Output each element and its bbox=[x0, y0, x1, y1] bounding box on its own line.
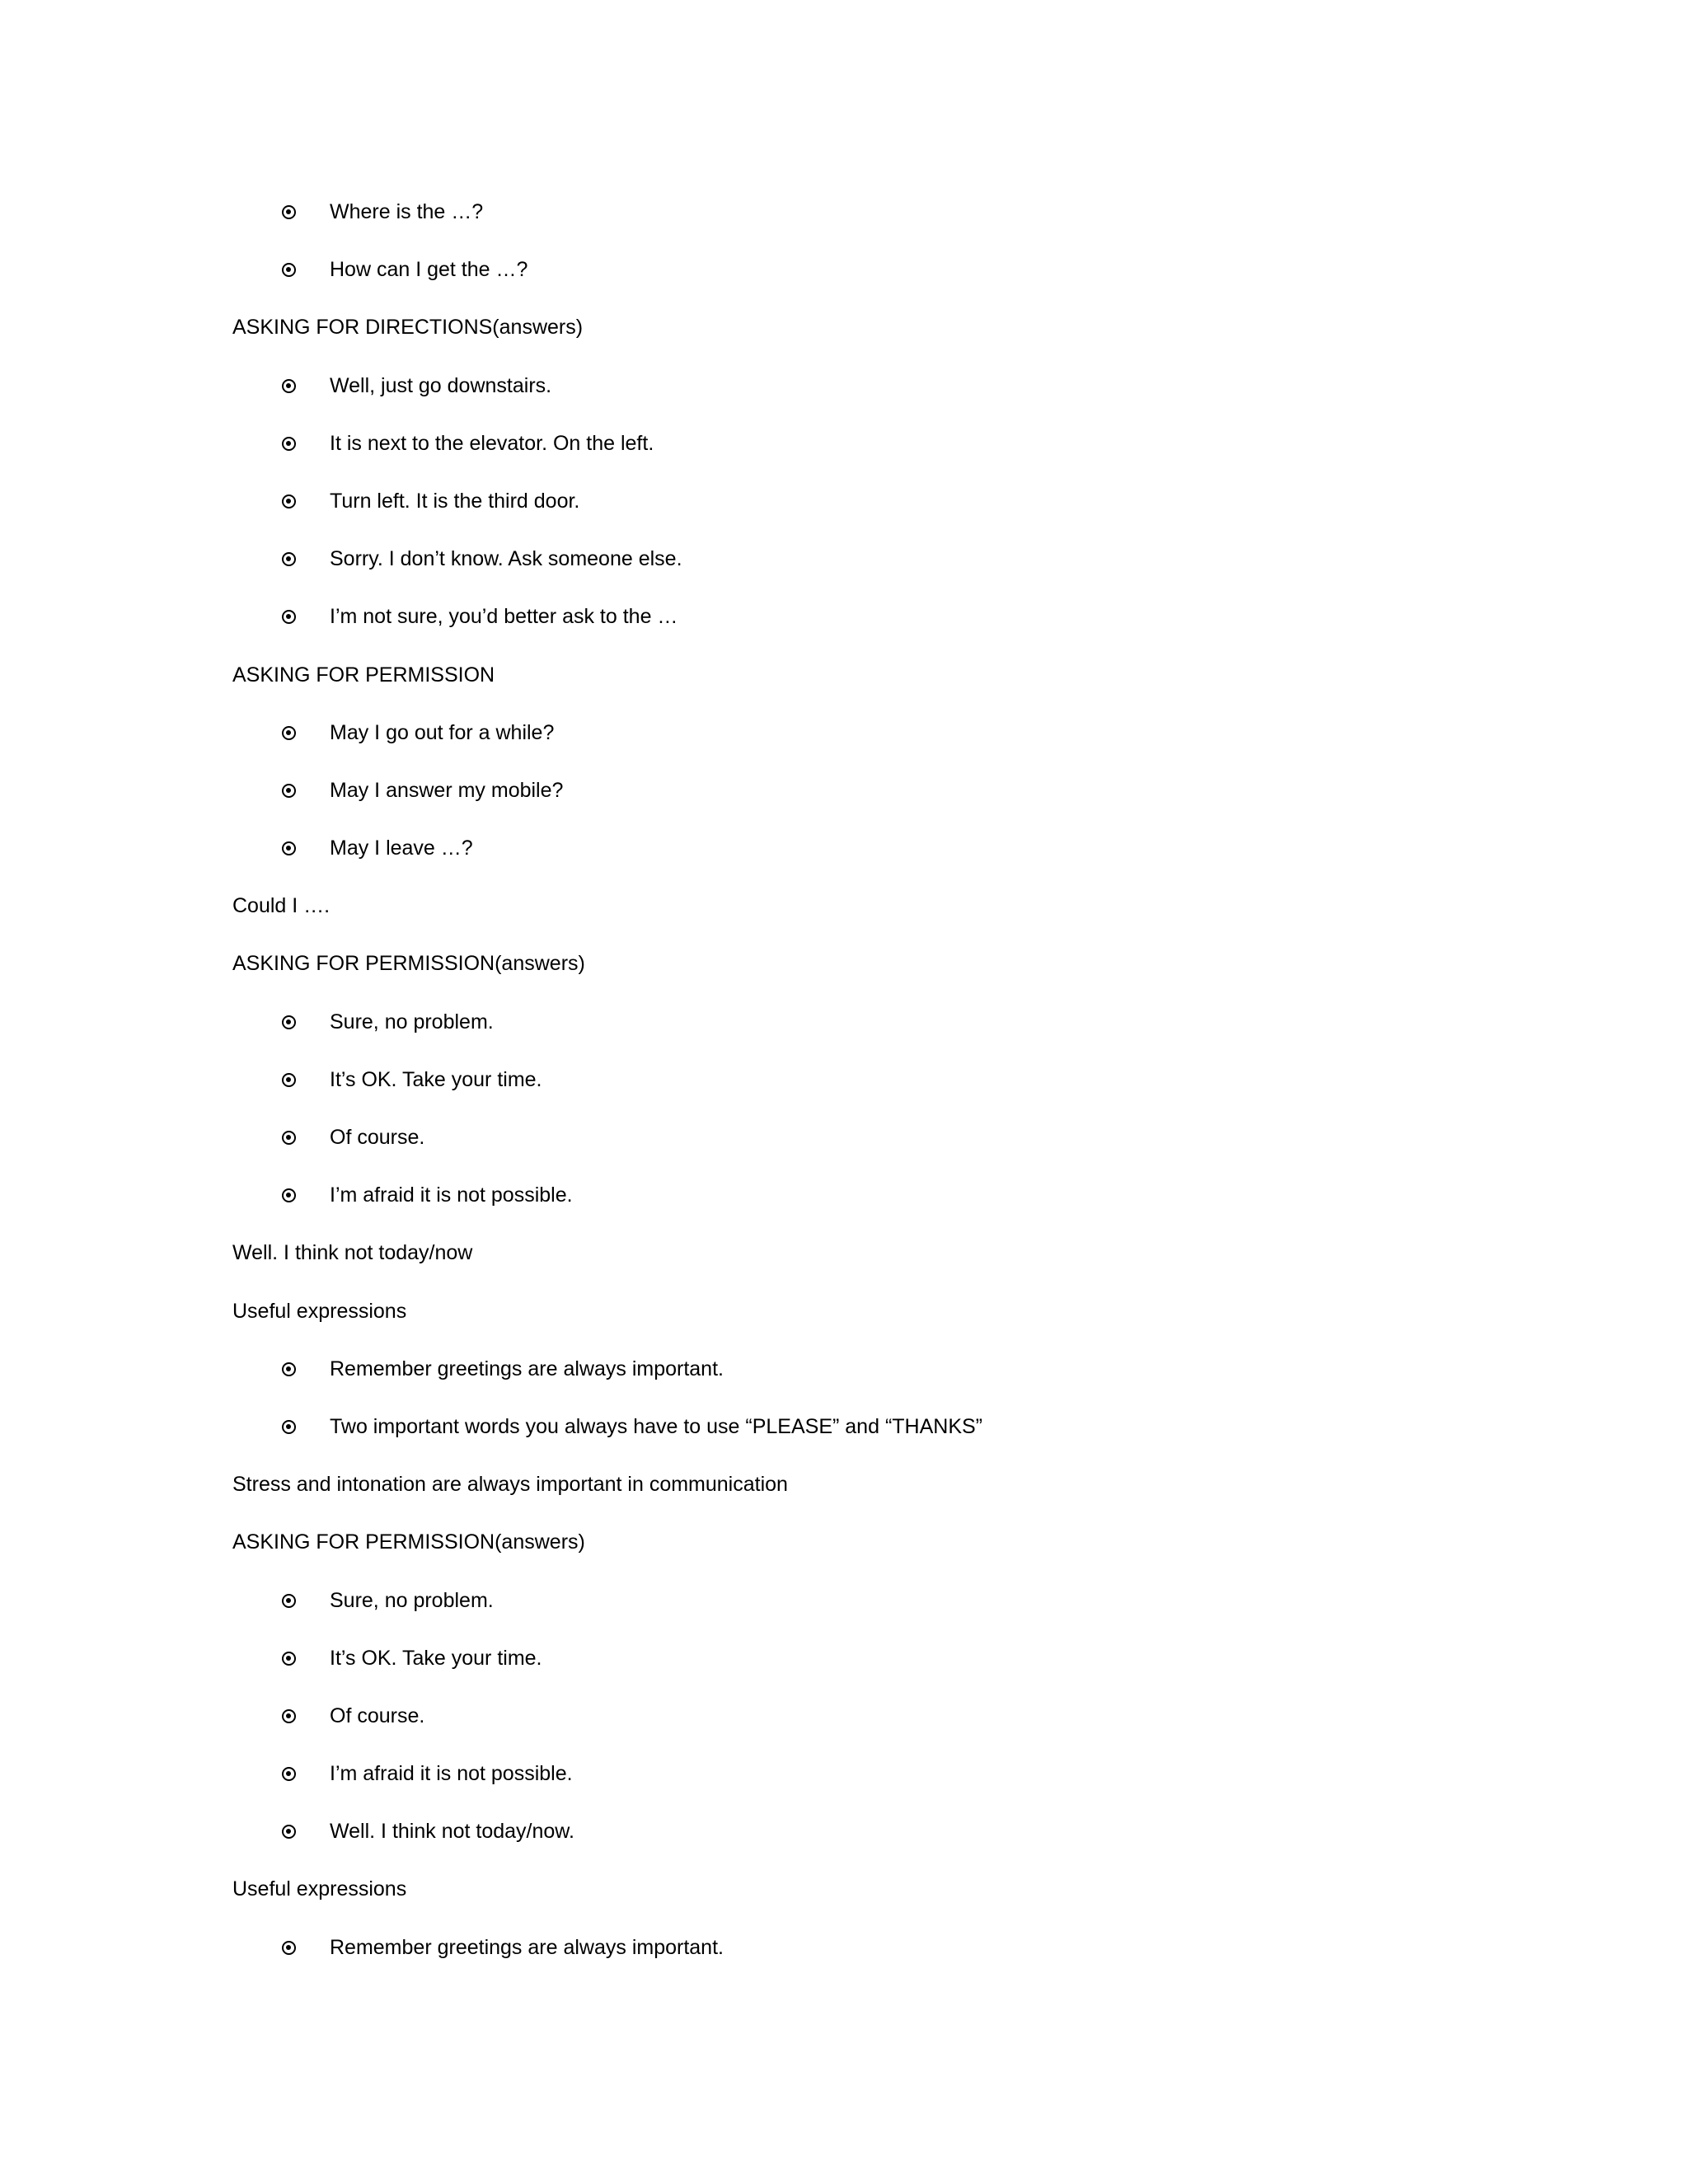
radio-bullet-icon bbox=[282, 1188, 296, 1202]
bullet-text: Remember greetings are always important. bbox=[330, 1935, 724, 1959]
bullet-item bbox=[232, 530, 1469, 588]
bullet-item bbox=[232, 819, 1469, 877]
bullet-text: Turn left. It is the third door. bbox=[330, 489, 580, 513]
bullet-text: Sure, no problem. bbox=[330, 1010, 494, 1033]
radio-bullet-icon bbox=[282, 552, 296, 566]
radio-bullet-icon bbox=[282, 1825, 296, 1839]
radio-bullet-icon bbox=[282, 726, 296, 740]
bullet-text: I’m afraid it is not possible. bbox=[330, 1762, 573, 1786]
bullet-text: Remember greetings are always important. bbox=[330, 1357, 724, 1380]
bullet-item bbox=[232, 415, 1469, 472]
radio-bullet-icon bbox=[282, 437, 296, 451]
bullet-text: May I answer my mobile? bbox=[330, 778, 564, 802]
bullet-item bbox=[232, 1340, 1469, 1398]
bullet-item bbox=[232, 1802, 1469, 1860]
bullet-item bbox=[232, 241, 1469, 298]
radio-bullet-icon bbox=[282, 379, 296, 393]
bullet-text: I’m not sure, you’d better ask to the … bbox=[330, 605, 678, 629]
bullet-text: Where is the …? bbox=[330, 200, 484, 223]
bullet-text: It’s OK. Take your time. bbox=[330, 1067, 542, 1091]
bullet-item bbox=[232, 1919, 1469, 1976]
bullet-text: Well, just go downstairs. bbox=[330, 373, 552, 397]
section-heading: Useful expressions bbox=[232, 1299, 407, 1323]
radio-bullet-icon bbox=[282, 494, 296, 509]
document-body bbox=[232, 183, 1469, 1976]
bullet-text: Of course. bbox=[330, 1704, 425, 1727]
bullet-item bbox=[232, 1166, 1469, 1224]
section-heading: Useful expressions bbox=[232, 1877, 407, 1901]
radio-bullet-icon bbox=[282, 205, 296, 219]
bullet-item bbox=[232, 1108, 1469, 1166]
bullet-text: May I leave …? bbox=[330, 837, 473, 860]
bullet-item bbox=[232, 1687, 1469, 1745]
radio-bullet-icon bbox=[282, 1594, 296, 1608]
bullet-item bbox=[232, 1572, 1469, 1629]
bullet-text: Well. I think not today/now. bbox=[330, 1820, 574, 1844]
bullet-item bbox=[232, 762, 1469, 819]
radio-bullet-icon bbox=[282, 784, 296, 798]
radio-bullet-icon bbox=[282, 1015, 296, 1029]
bullet-item bbox=[232, 1745, 1469, 1802]
bullet-text: It’s OK. Take your time. bbox=[330, 1646, 542, 1670]
bullet-item bbox=[232, 993, 1469, 1051]
radio-bullet-icon bbox=[282, 1131, 296, 1145]
radio-bullet-icon bbox=[282, 1420, 296, 1434]
bullet-text: I’m afraid it is not possible. bbox=[330, 1183, 573, 1207]
radio-bullet-icon bbox=[282, 1073, 296, 1087]
bullet-item bbox=[232, 1051, 1469, 1108]
section-heading: ASKING FOR PERMISSION bbox=[232, 663, 495, 687]
bullet-text: Sure, no problem. bbox=[330, 1588, 494, 1612]
radio-bullet-icon bbox=[282, 263, 296, 277]
radio-bullet-icon bbox=[282, 1362, 296, 1376]
bullet-text: It is next to the elevator. On the left. bbox=[330, 431, 654, 455]
radio-bullet-icon bbox=[282, 1652, 296, 1666]
section-heading: ASKING FOR PERMISSION(answers) bbox=[232, 1530, 585, 1554]
section-heading: ASKING FOR PERMISSION(answers) bbox=[232, 952, 585, 976]
bullet-item bbox=[232, 1629, 1469, 1687]
bullet-text: Of course. bbox=[330, 1126, 425, 1149]
bullet-item bbox=[232, 472, 1469, 530]
radio-bullet-icon bbox=[282, 610, 296, 624]
plain-text-line: Well. I think not today/now bbox=[232, 1241, 473, 1265]
bullet-text: Sorry. I don’t know. Ask someone else. bbox=[330, 547, 682, 571]
plain-text-line: Stress and intonation are always important in communication bbox=[232, 1473, 788, 1497]
bullet-item bbox=[232, 357, 1469, 415]
bullet-item bbox=[232, 704, 1469, 762]
bullet-item bbox=[232, 1398, 1469, 1455]
bullet-item bbox=[232, 183, 1469, 241]
bullet-item bbox=[232, 588, 1469, 645]
plain-text-line: Could I …. bbox=[232, 894, 331, 918]
radio-bullet-icon bbox=[282, 1941, 296, 1955]
radio-bullet-icon bbox=[282, 841, 296, 855]
radio-bullet-icon bbox=[282, 1767, 296, 1781]
section-heading: ASKING FOR DIRECTIONS(answers) bbox=[232, 316, 584, 340]
bullet-text: How can I get the …? bbox=[330, 258, 528, 282]
bullet-text: Two important words you always have to use “PLEASE” and “THANKS” bbox=[330, 1414, 982, 1438]
radio-bullet-icon bbox=[282, 1709, 296, 1723]
bullet-text: May I go out for a while? bbox=[330, 720, 555, 744]
